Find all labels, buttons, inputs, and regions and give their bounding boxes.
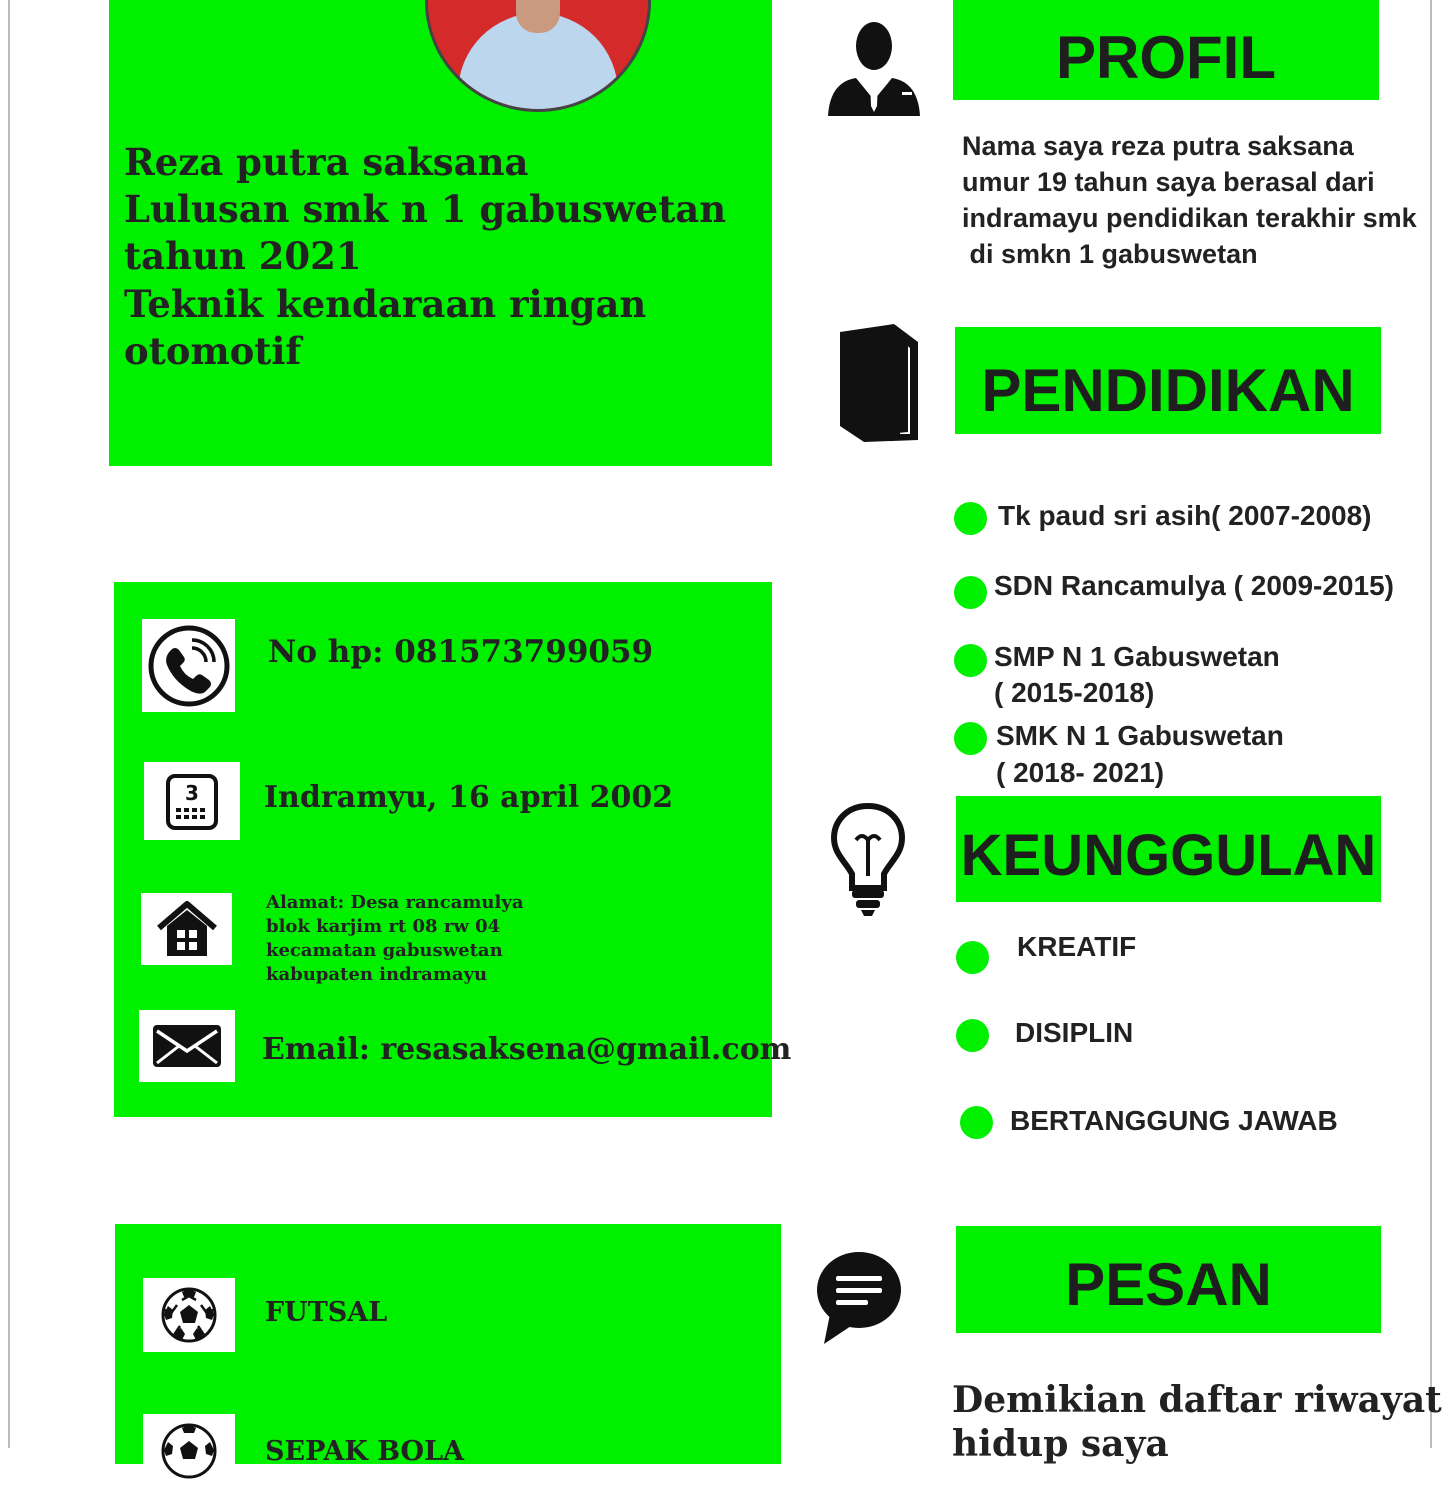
pesan-line: Demikian daftar riwayat	[952, 1379, 1442, 1421]
address-line: kecamatan gabuswetan	[266, 940, 503, 961]
heading-profil: PROFIL	[953, 0, 1379, 100]
profil-text	[962, 128, 1417, 272]
bullet	[954, 722, 987, 755]
edu-item-smp: SMP N 1 Gabuswetan	[994, 641, 1280, 672]
profile-photo	[425, 0, 651, 112]
bullet	[954, 502, 987, 535]
address	[266, 891, 523, 987]
heading-pesan: PESAN	[956, 1226, 1381, 1333]
profil-line: di smkn 1 gabuswetan	[962, 239, 1258, 269]
envelope-icon	[139, 1010, 235, 1082]
edu-item-smk-years: ( 2018- 2021)	[996, 757, 1165, 788]
chat-icon	[814, 1248, 904, 1352]
book-icon	[834, 322, 924, 448]
hobby-futsal: FUTSAL	[265, 1297, 388, 1328]
heading-pendidikan: PENDIDIKAN	[955, 327, 1381, 434]
bullet	[956, 1019, 989, 1052]
calendar-icon	[144, 762, 240, 840]
intro-line-name: Reza putra saksana	[124, 140, 529, 184]
bullet	[956, 941, 989, 974]
intro-line-major-2: otomotif	[124, 329, 302, 373]
intro-line-year: tahun 2021	[124, 234, 362, 278]
bullet	[954, 644, 987, 677]
bullet	[954, 576, 987, 609]
pesan-line: hidup saya	[952, 1423, 1169, 1465]
profil-line: umur 19 tahun saya berasal dari	[962, 167, 1375, 197]
address-line: kabupaten indramayu	[266, 964, 488, 985]
intro-card	[109, 0, 772, 466]
address-line: Alamat: Desa rancamulya	[266, 892, 524, 913]
email-address: Email: resasaksena@gmail.com	[262, 1032, 792, 1067]
address-line: blok karjim rt 08 rw 04	[266, 916, 501, 937]
heading-keunggulan: KEUNGGULAN	[956, 796, 1381, 902]
edu-item-smk: SMK N 1 Gabuswetan	[996, 720, 1284, 751]
edu-item-tk: Tk paud sri asih( 2007-2008)	[998, 500, 1372, 531]
house-icon	[141, 893, 232, 965]
edu-item-sd: SDN Rancamulya ( 2009-2015)	[994, 570, 1394, 601]
intro-line-school: Lulusan smk n 1 gabuswetan	[124, 187, 727, 231]
phone-icon	[142, 619, 235, 712]
soccer-ball-icon	[143, 1278, 235, 1352]
skill-disiplin: DISIPLIN	[1015, 1017, 1134, 1048]
soccer-ball-icon	[143, 1414, 235, 1488]
phone-number: No hp: 081573799059	[268, 634, 654, 670]
skill-kreatif: KREATIF	[1017, 931, 1137, 962]
bullet	[960, 1106, 993, 1139]
profil-line: Nama saya reza putra saksana	[962, 131, 1354, 161]
edu-item-smp-years: ( 2015-2018)	[994, 677, 1155, 708]
lightbulb-icon	[828, 800, 908, 924]
skill-bertanggung-jawab: BERTANGGUNG JAWAB	[1010, 1105, 1338, 1136]
pesan-text	[952, 1378, 1442, 1466]
profil-line: indramayu pendidikan terakhir smk	[962, 203, 1417, 233]
hobby-sepak-bola: SEPAK BOLA	[265, 1436, 465, 1467]
svg-text:3: 3	[185, 781, 199, 805]
intro-line-major: Teknik kendaraan ringan	[124, 282, 647, 326]
person-icon	[822, 16, 926, 122]
birth-date: Indramyu, 16 april 2002	[264, 780, 674, 815]
